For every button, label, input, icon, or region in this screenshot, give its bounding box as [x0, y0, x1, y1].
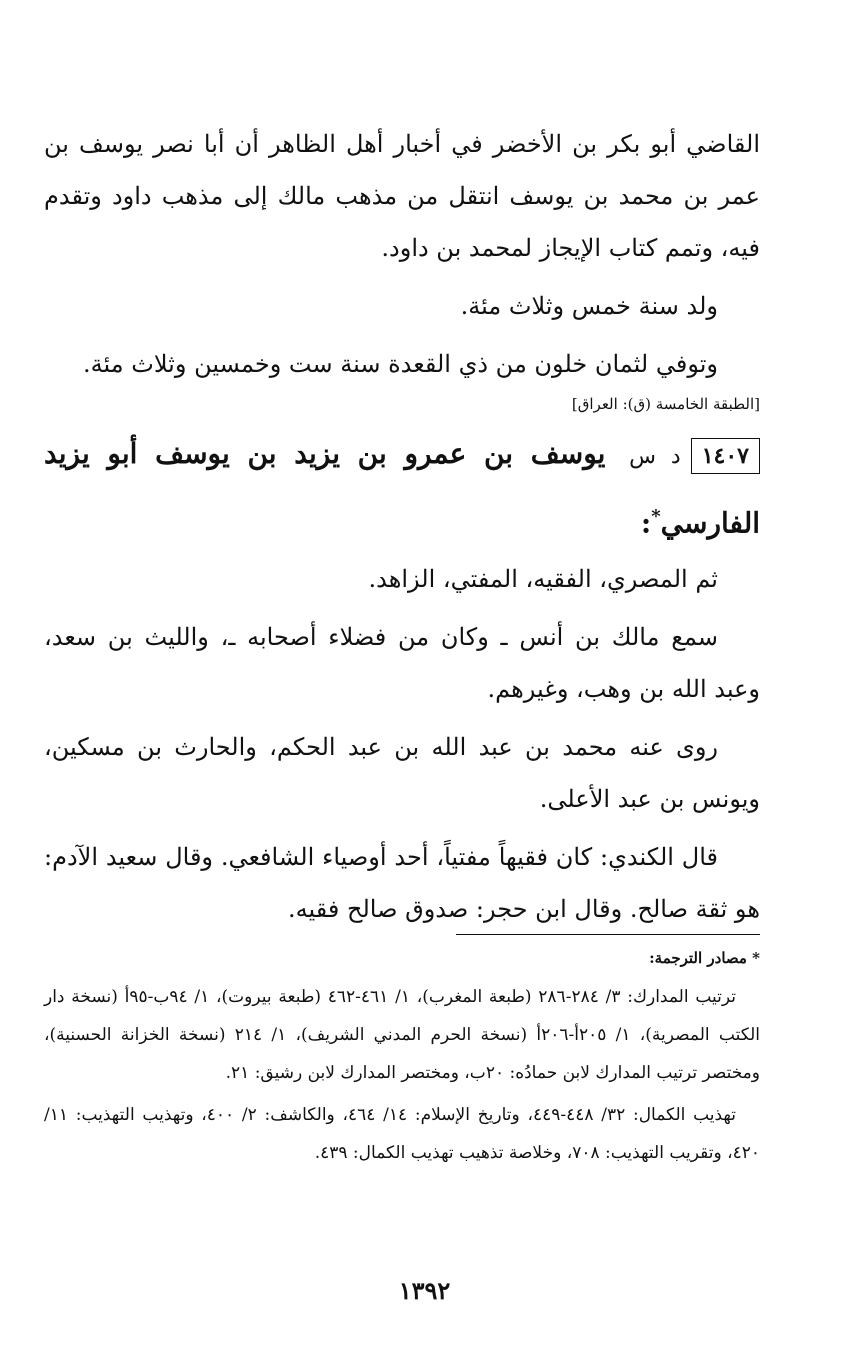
- entry-colon: :: [640, 506, 652, 540]
- entry-paragraph-description: ثم المصري، الفقيه، المفتي، الزاهد.: [368, 565, 718, 594]
- footnote-sources-1: ترتيب المدارك: ٣/ ٢٨٤-٢٨٦ (طبعة المغرب)، ١/ ٤٦١-٤٦٢ (طبعة بيروت)، ١/ ٩٤ب-٩٥أ (نسخة دار الكتب المصرية)، ١/ ٢٠٥أ-٢٠٦أ (نسخة الحرم المدني الشريف)، ١/ ٢١٤ (نسخة الخزانة الحسنية)، ومختصر ترتيب المدارك لابن حمادُه: ٢٠ب، ومختصر المدارك لابن رشيق: ٢١.: [44, 987, 760, 1083]
- footnotes-heading: * مصادر الترجمة:: [649, 949, 760, 967]
- page-number: ١٣٩٢: [398, 1276, 451, 1305]
- footnote-sources-2: تهذيب الكمال: ٣٢/ ٤٤٨-٤٤٩، وتاريخ الإسلام: ١٤/ ٤٦٤، والكاشف: ٢/ ٤٠٠، وتهذيب التهذيب: ١١/ ٤٢٠، وتقريب التهذيب: ٧٠٨، وخلاصة تذهيب تهذيب الكمال: ٤٣٩.: [44, 1105, 760, 1163]
- paragraph-continued: القاضي أبو بكر بن الأخضر في أخبار أهل الظاهر أن أبا نصر يوسف بن عمر بن محمد بن يوسف انتقل من مذهب مالك إلى مذهب داود وتقدم فيه، وتمم كتاب الإيجاز لمحمد بن داود.: [44, 130, 760, 262]
- entry-paragraph-students: روى عنه محمد بن عبد الله بن عبد الحكم، والحارث بن مسكين، ويونس بن عبد الأعلى.: [44, 733, 760, 814]
- footnote-divider: [456, 934, 760, 935]
- footnotes: [44, 944, 760, 1176]
- footnote-star: *: [651, 506, 661, 527]
- entry-heading: [44, 424, 760, 553]
- main-text: [44, 118, 760, 935]
- paragraph-death: وتوفي لثمان خلون من ذي القعدة سنة ست وخمسين وثلاث مئة.: [83, 350, 718, 378]
- paragraph-birth: ولد سنة خمس وثلاث مئة.: [460, 292, 718, 320]
- entry-number: ١٤٠٧: [691, 438, 760, 474]
- entry-paragraph-grading: قال الكندي: كان فقيهاً مفتياً، أحد أوصياء الشافعي. وقال سعيد الآدم: هو ثقة صالح. وقال ابن حجر: صدوق صالح فقيه.: [44, 843, 760, 924]
- entry-sigla: د س: [629, 444, 681, 469]
- entry-paragraph-teachers: سمع مالك بن أنس ـ وكان من فضلاء أصحابه ـ، والليث بن سعد، وعبد الله بن وهب، وغيرهم.: [44, 623, 760, 704]
- tabaqa-label: [الطبقة الخامسة (ق): العراق]: [571, 395, 760, 413]
- entry-name: يوسف بن عمرو بن يزيد بن يوسف أبو يزيد الفارسي: [44, 437, 760, 540]
